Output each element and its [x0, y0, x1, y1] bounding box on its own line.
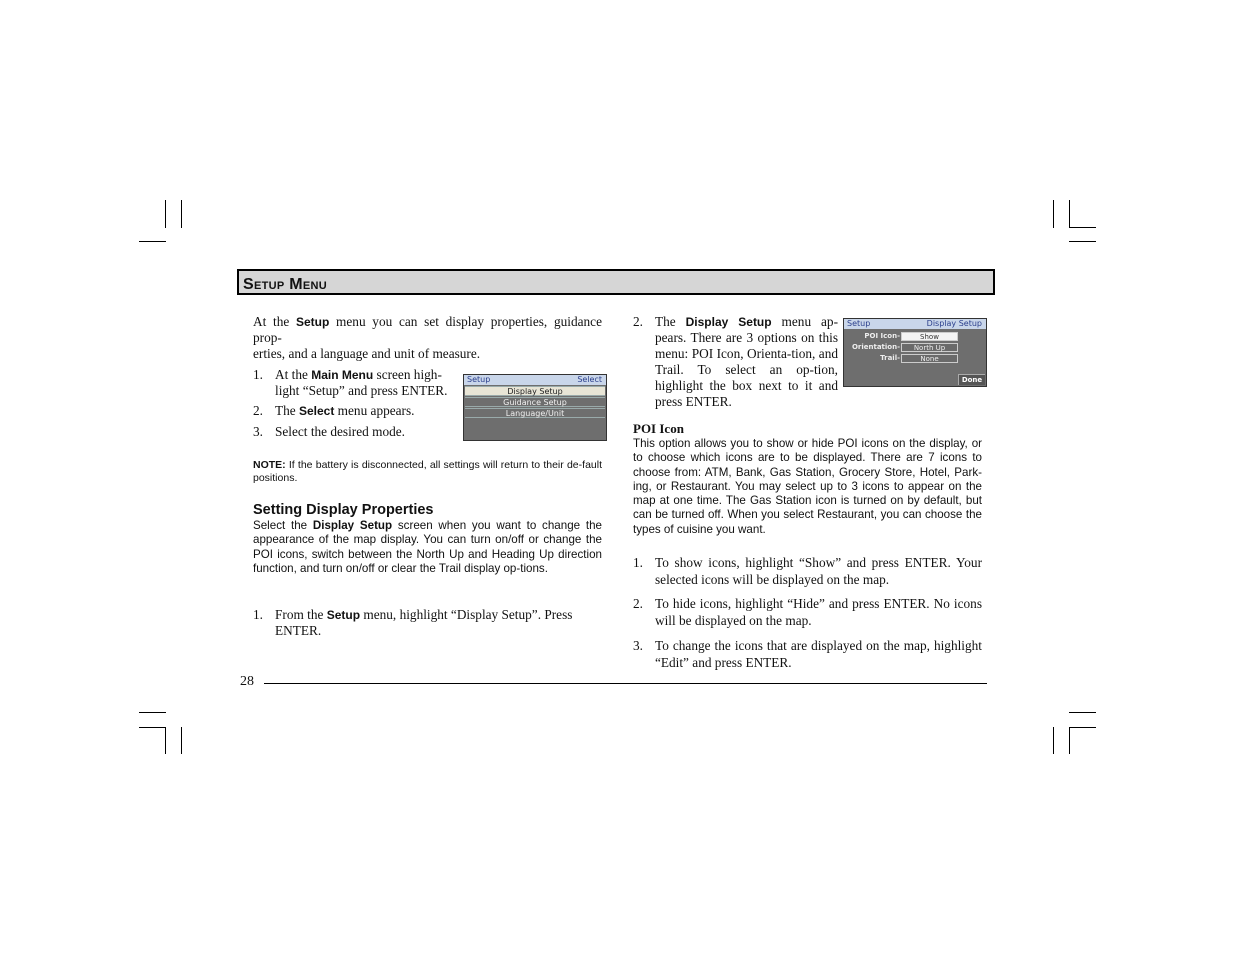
list-item: The Select menu appears. — [275, 403, 415, 418]
list-item: To change the icons that are displayed on the map, highlight “Edit” and press ENTER. — [655, 638, 982, 670]
poi-icon-label: POI Icon- — [864, 332, 900, 340]
poi-icon-value: Show — [901, 332, 958, 341]
section-title: Setup Menu — [243, 276, 328, 293]
list-item: At the Main Menu screen high- light “Setup” and press ENTER. — [275, 367, 448, 398]
poi-icon-paragraph: This option allows you to show or hide POI icons on the display, or to choose which icons are to be displayed. There are 7 icons to choose from: ATM, Bank, Gas Station, Grocery Store, Hotel, Park-ing, or Restaurant. You may select up to 3 icons to appear on the map at one time. The Gas Station icon is turned on by default, but can be turned off. When you select Restaurant, you can choose the types of cuisine you want. — [633, 437, 982, 536]
list-item: From the Setup menu, highlight “Display Setup”. Press ENTER. — [275, 607, 573, 638]
list-item: The Display Setup menu ap-pears. There are 3 options on this menu: POI Icon, Orienta-tion, and Trail. To select an op-tion, highlight the box next to it and press ENTER. — [655, 314, 839, 409]
trail-value: None — [901, 354, 958, 363]
section-header — [237, 269, 995, 295]
screen-title-bar: Setup Select — [464, 375, 606, 385]
intro-paragraph: At the Setup menu you can set display properties, guidance prop- erties, and a language and unit of measure. — [253, 314, 602, 361]
done-button-image: Done — [958, 374, 985, 385]
screen-title-bar: Setup Display Setup — [844, 319, 986, 329]
display-properties-paragraph: Select the Display Setup screen when you want to change the appearance of the map display. You can turn on/off or change the POI icons, switch between the North Up and Heading Up direction function, and turn on/off or clear the Trail display op-tions. — [253, 519, 602, 575]
footer-rule — [264, 683, 987, 684]
display-setup-screen-image — [843, 318, 987, 387]
trail-label: Trail- — [880, 354, 900, 362]
setup-select-screen-image — [463, 374, 607, 441]
orientation-label: Orientation- — [851, 343, 900, 351]
page-number: 28 — [240, 674, 254, 689]
menu-item-language-unit: Language/Unit — [465, 408, 605, 418]
note-paragraph: NOTE: If the battery is disconnected, all settings will return to their de-fault positions. — [253, 459, 602, 484]
list-item: To show icons, highlight “Show” and press ENTER. Your selected icons will be displayed on the map. — [655, 555, 982, 587]
display-properties-heading: Setting Display Properties — [253, 502, 434, 518]
menu-item-display-setup: Display Setup — [465, 386, 605, 396]
poi-icon-heading: POI Icon — [633, 421, 684, 436]
menu-item-guidance-setup: Guidance Setup — [465, 397, 605, 407]
list-item: To hide icons, highlight “Hide” and press ENTER. No icons will be displayed on the map. — [655, 596, 982, 628]
list-item: Select the desired mode. — [275, 424, 405, 439]
orientation-value: North Up — [901, 343, 958, 352]
